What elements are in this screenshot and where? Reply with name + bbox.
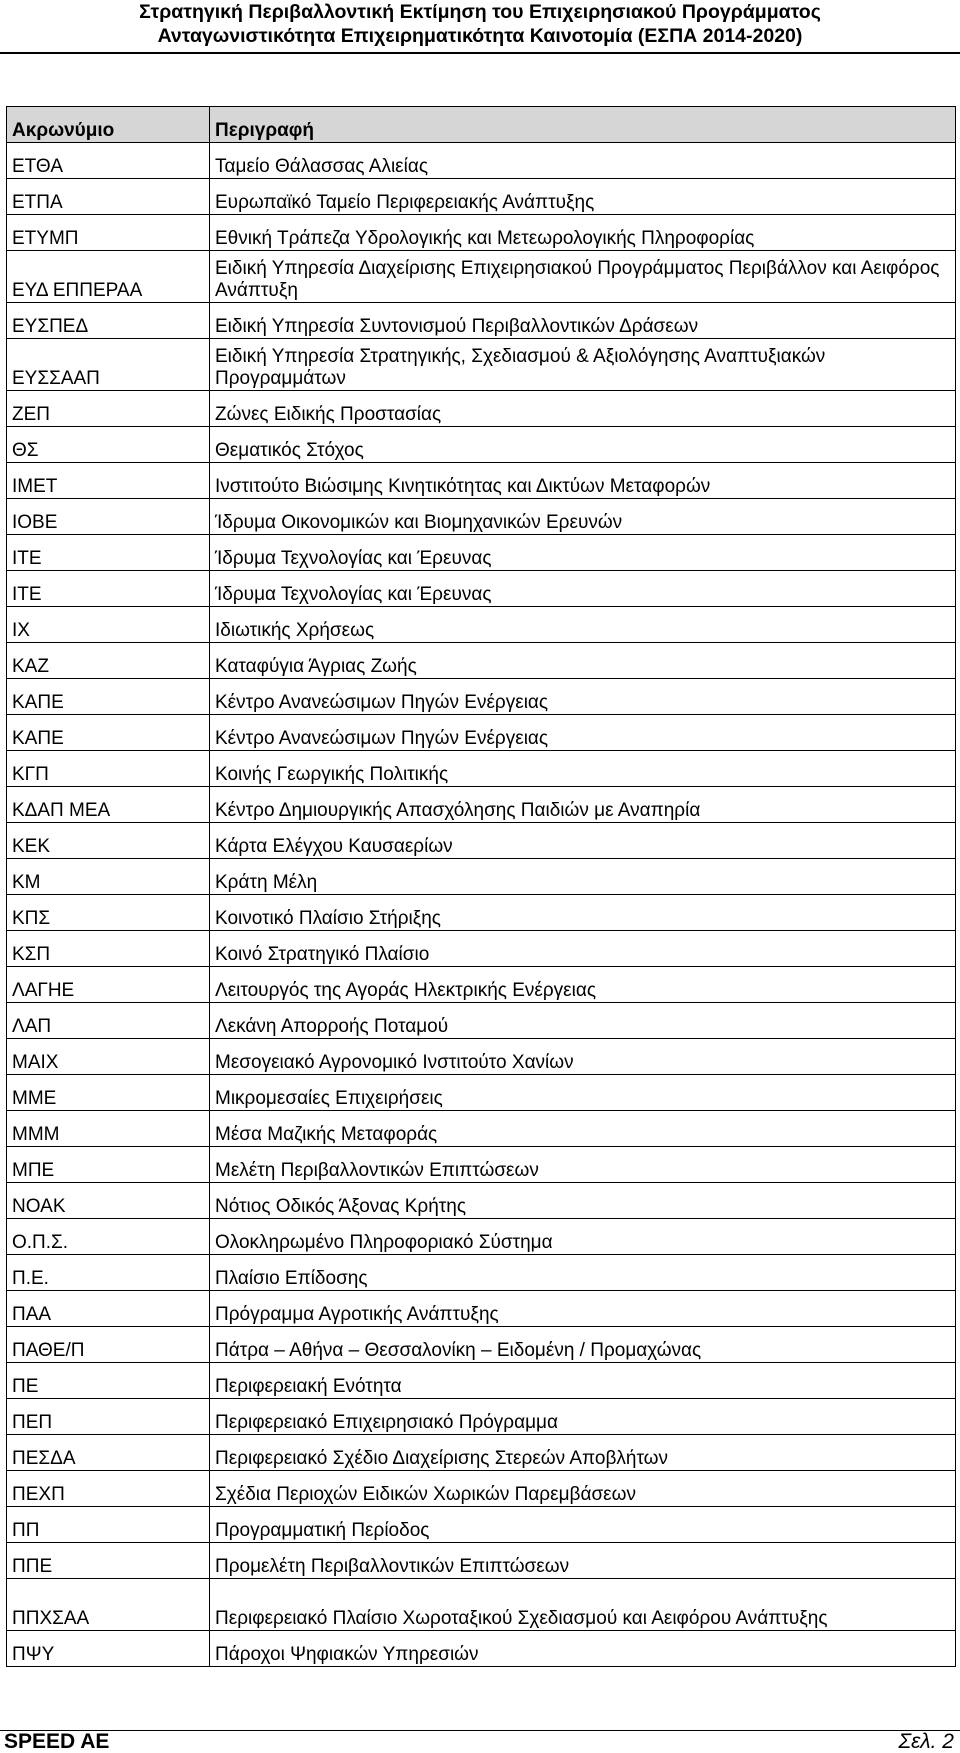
- description-cell: Κέντρο Ανανεώσιμων Πηγών Ενέργειας: [210, 679, 956, 715]
- acronym-cell: ΕΥΔ ΕΠΠΕΡΑΑ: [7, 251, 210, 303]
- acronym-cell: ΙΤΕ: [7, 571, 210, 607]
- document-header: [0, 0, 960, 52]
- acronym-cell: ΕΤΘΑ: [7, 143, 210, 179]
- description-cell: Μελέτη Περιβαλλοντικών Επιπτώσεων: [210, 1147, 956, 1183]
- acronym-cell: ΙΟΒΕ: [7, 499, 210, 535]
- description-cell: Περιφερειακό Σχέδιο Διαχείρισης Στερεών Αποβλήτων: [210, 1435, 956, 1471]
- description-cell: Προμελέτη Περιβαλλοντικών Επιπτώσεων: [210, 1543, 956, 1579]
- table-header-row: [7, 107, 956, 143]
- table-row: [7, 1147, 956, 1183]
- acronym-cell: ΘΣ: [7, 427, 210, 463]
- table-row: [7, 535, 956, 571]
- description-cell: Ιδιωτικής Χρήσεως: [210, 607, 956, 643]
- column-header-description: Περιγραφή: [210, 107, 956, 143]
- description-cell: Κοινοτικό Πλαίσιο Στήριξης: [210, 895, 956, 931]
- table-row: [7, 463, 956, 499]
- acronym-cell: ΜΠΕ: [7, 1147, 210, 1183]
- table-row: [7, 1075, 956, 1111]
- acronym-cell: ΙΜΕΤ: [7, 463, 210, 499]
- table-row: [7, 1291, 956, 1327]
- acronym-cell: ΜΑΙΧ: [7, 1039, 210, 1075]
- table-row: [7, 303, 956, 339]
- acronym-cell: ΙΤΕ: [7, 535, 210, 571]
- abbreviations-table: [6, 106, 956, 1667]
- table-row: [7, 1255, 956, 1291]
- acronym-cell: ΠΠΧΣΑΑ: [7, 1579, 210, 1631]
- table-row: [7, 1471, 956, 1507]
- footer-page-number: Σελ. 2: [898, 1730, 954, 1753]
- header-title-line-1: Στρατηγική Περιβαλλοντική Εκτίμηση του Επιχειρησιακού Προγράμματος: [139, 1, 821, 23]
- acronym-cell: ΚΕΚ: [7, 823, 210, 859]
- description-cell: Ζώνες Ειδικής Προστασίας: [210, 391, 956, 427]
- table-row: [7, 787, 956, 823]
- table-row: [7, 1039, 956, 1075]
- acronym-cell: ΚΑΖ: [7, 643, 210, 679]
- table-row: [7, 715, 956, 751]
- description-cell: Νότιος Οδικός Άξονας Κρήτης: [210, 1183, 956, 1219]
- footer-company: SPEED AE: [4, 1730, 110, 1753]
- table-row: [7, 251, 956, 303]
- acronym-cell: ΠΕ: [7, 1363, 210, 1399]
- acronym-cell: ΠΕΣΔΑ: [7, 1435, 210, 1471]
- acronym-cell: ΕΥΣΣΑΑΠ: [7, 339, 210, 391]
- acronym-cell: ΠΑΑ: [7, 1291, 210, 1327]
- description-cell: Μεσογειακό Αγρονομικό Ινστιτούτο Χανίων: [210, 1039, 956, 1075]
- acronym-cell: ΚΜ: [7, 859, 210, 895]
- acronym-cell: ΠΑΘΕ/Π: [7, 1327, 210, 1363]
- description-cell: Ολοκληρωμένο Πληροφοριακό Σύστημα: [210, 1219, 956, 1255]
- description-cell: Πάροχοι Ψηφιακών Υπηρεσιών: [210, 1631, 956, 1667]
- header-divider: [0, 52, 960, 54]
- acronym-cell: ΖΕΠ: [7, 391, 210, 427]
- table-row: [7, 427, 956, 463]
- column-header-acronym: Ακρωνύμιο: [7, 107, 210, 143]
- table-row: [7, 967, 956, 1003]
- description-cell: Λεκάνη Απορροής Ποταμού: [210, 1003, 956, 1039]
- table-row: [7, 1183, 956, 1219]
- acronym-cell: ΚΑΠΕ: [7, 715, 210, 751]
- table-row: [7, 859, 956, 895]
- acronym-cell: ΚΓΠ: [7, 751, 210, 787]
- acronym-cell: ΠΕΧΠ: [7, 1471, 210, 1507]
- table-row: [7, 1003, 956, 1039]
- description-cell: Εθνική Τράπεζα Υδρολογικής και Μετεωρολογικής Πληροφορίας: [210, 215, 956, 251]
- description-cell: Περιφερειακό Επιχειρησιακό Πρόγραμμα: [210, 1399, 956, 1435]
- acronym-cell: ΚΑΠΕ: [7, 679, 210, 715]
- description-cell: Ειδική Υπηρεσία Στρατηγικής, Σχεδιασμού & Αξιολόγησης Αναπτυξιακών Προγραμμάτων: [210, 339, 956, 391]
- table-row: [7, 751, 956, 787]
- acronym-cell: ΕΥΣΠΕΔ: [7, 303, 210, 339]
- table-row: [7, 339, 956, 391]
- description-cell: Ειδική Υπηρεσία Συντονισμού Περιβαλλοντικών Δράσεων: [210, 303, 956, 339]
- description-cell: Κέντρο Δημιουργικής Απασχόλησης Παιδιών με Αναπηρία: [210, 787, 956, 823]
- description-cell: Ίδρυμα Οικονομικών και Βιομηχανικών Ερευνών: [210, 499, 956, 535]
- table-row: [7, 1399, 956, 1435]
- table-row: [7, 1219, 956, 1255]
- description-cell: Περιφερειακή Ενότητα: [210, 1363, 956, 1399]
- table-row: [7, 931, 956, 967]
- description-cell: Ειδική Υπηρεσία Διαχείρισης Επιχειρησιακού Προγράμματος Περιβάλλον και Αειφόρος Ανάπτυξη: [210, 251, 956, 303]
- description-cell: Πλαίσιο Επίδοσης: [210, 1255, 956, 1291]
- description-cell: Μέσα Μαζικής Μεταφοράς: [210, 1111, 956, 1147]
- description-cell: Κράτη Μέλη: [210, 859, 956, 895]
- acronym-cell: ΠΨΥ: [7, 1631, 210, 1667]
- description-cell: Κοινό Στρατηγικό Πλαίσιο: [210, 931, 956, 967]
- table-row: [7, 215, 956, 251]
- description-cell: Μικρομεσαίες Επιχειρήσεις: [210, 1075, 956, 1111]
- table-row: [7, 679, 956, 715]
- acronym-cell: ΝΟΑΚ: [7, 1183, 210, 1219]
- table-row: [7, 499, 956, 535]
- acronym-cell: ΕΤΠΑ: [7, 179, 210, 215]
- acronym-cell: ΠΕΠ: [7, 1399, 210, 1435]
- description-cell: Κέντρο Ανανεώσιμων Πηγών Ενέργειας: [210, 715, 956, 751]
- description-cell: Κοινής Γεωργικής Πολιτικής: [210, 751, 956, 787]
- description-cell: Ταμείο Θάλασσας Αλιείας: [210, 143, 956, 179]
- description-cell: Περιφερειακό Πλαίσιο Χωροταξικού Σχεδιασμού και Αειφόρου Ανάπτυξης: [210, 1579, 956, 1631]
- description-cell: Ίδρυμα Τεχνολογίας και Έρευνας: [210, 535, 956, 571]
- footer-divider: [0, 1730, 960, 1731]
- description-cell: Πάτρα – Αθήνα – Θεσσαλονίκη – Ειδομένη / Προμαχώνας: [210, 1327, 956, 1363]
- acronym-cell: ΚΣΠ: [7, 931, 210, 967]
- description-cell: Λειτουργός της Αγοράς Ηλεκτρικής Ενέργειας: [210, 967, 956, 1003]
- description-cell: Κάρτα Ελέγχου Καυσαερίων: [210, 823, 956, 859]
- table-row: [7, 1435, 956, 1471]
- table-row: [7, 823, 956, 859]
- description-cell: Πρόγραμμα Αγροτικής Ανάπτυξης: [210, 1291, 956, 1327]
- table-row: [7, 1543, 956, 1579]
- table-row: [7, 1631, 956, 1667]
- acronym-cell: ΠΠ: [7, 1507, 210, 1543]
- table-row: [7, 643, 956, 679]
- acronym-cell: ΜΜΕ: [7, 1075, 210, 1111]
- table-row: [7, 143, 956, 179]
- acronym-cell: Ο.Π.Σ.: [7, 1219, 210, 1255]
- table-row: [7, 571, 956, 607]
- table-row: [7, 1363, 956, 1399]
- table-row: [7, 391, 956, 427]
- description-cell: Ίδρυμα Τεχνολογίας και Έρευνας: [210, 571, 956, 607]
- table-row: [7, 1507, 956, 1543]
- description-cell: Καταφύγια Άγριας Ζωής: [210, 643, 956, 679]
- table-row: [7, 179, 956, 215]
- acronym-cell: ΙΧ: [7, 607, 210, 643]
- description-cell: Θεματικός Στόχος: [210, 427, 956, 463]
- table-row: [7, 1111, 956, 1147]
- header-title-line-2: Ανταγωνιστικότητα Επιχειρηματικότητα Καινοτομία (ΕΣΠΑ 2014-2020): [157, 25, 803, 47]
- acronym-cell: ΕΤΥΜΠ: [7, 215, 210, 251]
- table-row: [7, 1579, 956, 1631]
- description-cell: Σχέδια Περιοχών Ειδικών Χωρικών Παρεμβάσεων: [210, 1471, 956, 1507]
- acronym-cell: Π.Ε.: [7, 1255, 210, 1291]
- description-cell: Προγραμματική Περίοδος: [210, 1507, 956, 1543]
- acronym-cell: ΛΑΠ: [7, 1003, 210, 1039]
- table-row: [7, 1327, 956, 1363]
- table-row: [7, 895, 956, 931]
- acronym-cell: ΚΠΣ: [7, 895, 210, 931]
- acronym-cell: ΠΠΕ: [7, 1543, 210, 1579]
- description-cell: Ινστιτούτο Βιώσιμης Κινητικότητας και Δικτύων Μεταφορών: [210, 463, 956, 499]
- acronym-cell: ΛΑΓΗΕ: [7, 967, 210, 1003]
- table-row: [7, 607, 956, 643]
- description-cell: Ευρωπαϊκό Ταμείο Περιφερειακής Ανάπτυξης: [210, 179, 956, 215]
- acronym-cell: ΚΔΑΠ ΜΕΑ: [7, 787, 210, 823]
- acronym-cell: ΜΜΜ: [7, 1111, 210, 1147]
